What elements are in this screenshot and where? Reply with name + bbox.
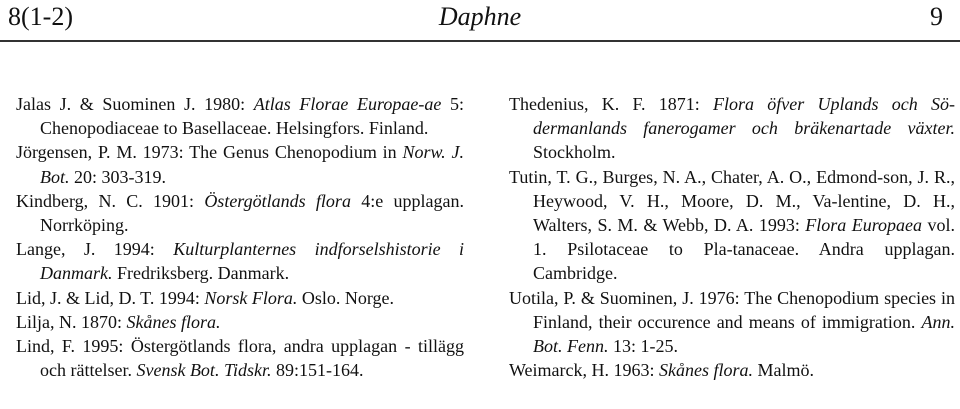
reference-text: Stockholm. [533,142,616,163]
reference-text: Fredriksberg. Danmark. [112,263,290,284]
reference-text: Kindberg, N. C. 1901: [16,190,205,211]
reference-text: 5: Chenopodiaceae to Basellaceae. Helsingfors. Finland. [40,94,464,139]
reference-text: Lind, F. 1995: Östergötlands flora, andra upplagan - tillägg och rättelser. [16,336,464,381]
reference-entry [509,165,955,286]
reference-title: Skånes flora. [659,360,754,381]
reference-title: Svensk Bot. Tidskr. [136,360,272,381]
reference-title: Flora öfver Uplands och Sö-dermanlands fanerogamer och bräkenartade växter. [533,94,955,139]
references-left-column [16,92,464,382]
reference-text: Lid, J. & Lid, D. T. 1994: [16,287,205,308]
reference-entry [16,310,464,334]
reference-title: Ann. Bot. Fenn. [533,311,955,357]
reference-text: 4:e upplagan. Norrköping. [40,190,464,236]
reference-title: Atlas Florae Europae-ae [253,94,442,114]
reference-entry [16,92,464,140]
reference-text: 13: 1-25. [608,336,678,357]
reference-text: 89:151-164. [271,360,364,381]
reference-entry [16,237,464,285]
reference-text: Tutin, T. G., Burges, N. A., Chater, A. O., Edmond-son, J. R., Heywood, V. H., Moore, D. M., Va-lentine, D. H., Walters, S. M. & Webb, D. A. 1993: [509,166,955,236]
reference-text: 20: 303-319. [69,166,166,187]
reference-text: Uotila, P. & Suominen, J. 1976: The Chenopodium species in Finland, their occurence and means of immigration. [509,287,955,332]
reference-text: Weimarck, H. 1963: [509,360,660,381]
reference-text: Jörgensen, P. M. 1973: The Genus Chenopodium in [16,142,403,163]
running-header [0,0,960,42]
reference-entry [509,92,955,165]
references-right-column [509,92,955,382]
reference-text: Jalas J. & Suominen J. 1980: [16,94,254,114]
reference-entry [509,286,955,359]
reference-entry [16,189,464,237]
reference-text: Malmö. [753,360,815,381]
reference-title: Östergötlands flora [204,190,351,211]
reference-text: Lange, J. 1994: [16,239,174,260]
reference-text: Thedenius, K. F. 1871: [509,94,714,114]
reference-title: Skånes flora. [126,311,221,332]
volume-issue: 8(1-2) [8,2,73,31]
reference-text: vol. 1. Psilotaceae to Pla-tanaceae. Andra upplagan. Cambridge. [533,215,955,284]
header-rule [0,40,960,42]
reference-title: Norsk Flora. [204,287,298,308]
reference-entry [16,334,464,382]
reference-title: Kulturplanternes indforselshistorie i Danmark. [40,239,465,284]
page-number: 9 [930,2,943,31]
reference-entry [16,286,464,310]
reference-text: Lilja, N. 1870: [16,311,127,332]
journal-title: Daphne [438,2,522,31]
reference-title: Norw. J. Bot. [40,142,464,187]
reference-entry [16,140,464,188]
reference-title: Flora Europaea [805,215,923,236]
reference-text: Oslo. Norge. [297,287,395,308]
reference-entry [509,358,955,382]
